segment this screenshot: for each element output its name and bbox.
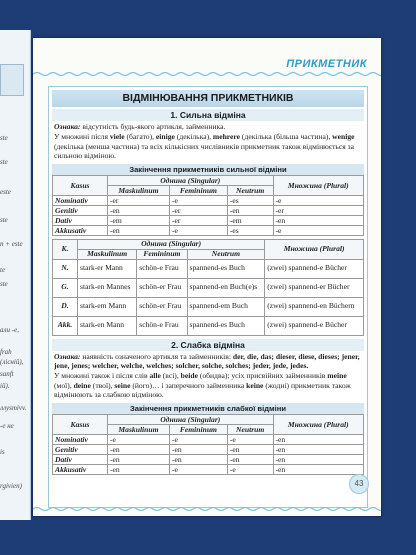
cell: -en [273,215,363,225]
text: (мої), [54,380,74,390]
table-row [53,434,364,444]
case-cell: G. [53,278,78,297]
cell: -em [108,215,170,225]
text: (обидва); усіх присвійних займенників [197,371,328,381]
text: (багато), [124,132,156,142]
header-plural: Множина (Plural) [273,414,363,434]
bottom-wave-divider [33,506,381,512]
weak-sign-paragraph [54,352,362,371]
text: (декілька (менша частина) та всіх кількісних числівників прикметник також відмінюється за сильною відміною. [54,141,354,161]
left-page-line: te [0,266,6,274]
cell: -es [227,195,273,205]
keyword: einige [155,132,175,142]
case-cell: Dativ [53,215,108,225]
sign-text: наявність означеного артикля та займенників: [80,351,233,361]
cell: -en [169,454,227,464]
table-row [53,278,364,297]
table-header-row [53,414,364,424]
wave-divider [33,71,381,77]
case-cell: Dativ [53,454,108,464]
case-cell: N. [53,259,78,278]
left-page-line: -е не [0,422,14,430]
cell: schön-e Frau [137,316,187,335]
cell: -e [169,225,227,235]
left-page-box [0,64,24,96]
left-page-line: ste [0,158,8,166]
weak-table-title: Закінчення прикметників слабкої відміни [52,403,364,414]
left-page-line: rgivien) [0,482,22,490]
strong-section-title: 1. Сильна відміна [52,109,364,121]
header-neutrum: Neutrum [227,424,273,434]
weak-endings-table [52,414,364,475]
header-neutrum: Neutrum [187,249,265,259]
header-maskulinum: Maskulinum [108,424,170,434]
cell: -er [273,205,363,215]
cell: -en [273,444,363,454]
text: У множині після [54,132,110,142]
case-cell: Nominativ [53,434,108,444]
cell: stark-en Mann [78,316,137,335]
cell: stark-en Mannes [78,278,137,297]
cell: -en [108,464,170,474]
cell: -en [108,225,170,235]
table-row [53,316,364,335]
running-head: ПРИКМЕТНИК [286,58,367,70]
cell: stark-er Mann [78,259,137,278]
table-row [53,297,364,316]
cell: -es [227,225,273,235]
header-maskulinum: Maskulinum [108,185,170,195]
keyword: alle [149,371,161,381]
left-page-line: ллуsтivv. [0,404,27,412]
sign-text: відсутність будь-якого артикля, займенника. [80,122,226,131]
header-femininum: Femininum [169,424,227,434]
cell: (zwei) spannend-en Büchern [265,297,364,316]
cell: schön-e Frau [137,259,187,278]
left-page-line: ste [0,280,8,288]
cell: -en [169,444,227,454]
cell: -en [227,454,273,464]
cell: -e [108,434,170,444]
cell: spannend-em Buch [187,297,265,316]
cell: -er [169,215,227,225]
cell: -e [169,195,227,205]
table-row [53,464,364,474]
table-row [53,205,364,215]
left-page-line: este [0,188,11,196]
header-singular: Однина (Singular) [78,239,265,249]
left-page-line: frah [0,348,12,356]
case-cell: Akkusativ [53,464,108,474]
cell: -e [169,434,227,444]
cell: schön-er Frau [137,297,187,316]
pronoun-list: der, die, das; dieser, diese, dieses; jener, jene, jenes; welcher, welche, welches; solcher, solche, solches; jeder, jede, jedes. [54,351,360,371]
book-page [33,38,381,516]
keyword: meine [327,371,347,381]
left-page-line: ій). [0,382,10,390]
table-header-row [53,175,364,185]
table-row [53,225,364,235]
left-page-line: іs [0,448,5,456]
header-k: K. [53,239,78,259]
text: (декілька), [174,132,213,142]
left-page-line: ste [0,134,8,142]
sign-label: Ознака: [54,122,81,131]
left-page-line: (лісній), [0,358,24,366]
cell: spannend-es Buch [187,259,265,278]
left-page-line: ste [0,216,8,224]
case-cell: Nominativ [53,195,108,205]
header-femininum: Femininum [169,185,227,195]
strong-sign-paragraph [54,122,362,131]
cell: -en [227,205,273,215]
cell: -en [108,444,170,454]
keyword: wenige [332,132,355,142]
left-page-line: али -е, [0,326,19,334]
header-kasus: Kasus [53,175,108,195]
chapter-banner: ВІДМІНЮВАННЯ ПРИКМЕТНИКІВ [52,90,364,107]
cell: spannend-en Buch(e)s [187,278,265,297]
page-number: 43 [349,474,369,494]
text: (всі), [160,371,181,381]
keyword: deine [73,380,91,390]
case-cell: Akkusativ [53,225,108,235]
cell: -em [227,215,273,225]
cell: (zwei) spannend-e Bücher [265,259,364,278]
case-cell: Genitiv [53,444,108,454]
header-plural: Множина (Plural) [273,175,363,195]
weak-section-title: 2. Слабка відміна [52,339,364,351]
cell: -en [108,454,170,464]
cell: -en [273,464,363,474]
table-row [53,259,364,278]
cell: (zwei) spannend-er Bücher [265,278,364,297]
left-page-line: n + este [0,240,23,248]
cell: (zwei) spannend-e Bücher [265,316,364,335]
table-row [53,454,364,464]
cell: stark-em Mann [78,297,137,316]
text: (декілька (більша частина), [240,132,333,142]
cell: -e [227,434,273,444]
cell: -e [169,464,227,474]
cell: schön-er Frau [137,278,187,297]
header-maskulinum: Maskulinum [78,249,137,259]
cell: -e [227,464,273,474]
header-singular: Однина (Singular) [108,175,274,185]
table-header-row [53,239,364,249]
text: (жодні) прикметник також відмінюють за слабкою відміною. [54,380,351,400]
case-cell: Genitiv [53,205,108,215]
cell: -en [273,434,363,444]
strong-table-title: Закінчення прикметників сильної відміни [52,164,364,175]
cell: spannend-es Buch [187,316,265,335]
cell: -e [273,225,363,235]
header-femininum: Femininum [137,249,187,259]
table-row [53,195,364,205]
keyword: seine [114,380,131,390]
cell: -en [227,444,273,454]
left-page-edge [0,30,31,520]
sign-label: Ознака: [54,351,81,361]
cell: -en [108,205,170,215]
case-cell: Akk. [53,316,78,335]
table-row [53,215,364,225]
weak-plural-paragraph [54,371,362,399]
left-page-line: sanft [0,370,14,378]
header-neutrum: Neutrum [227,185,273,195]
header-singular: Однина (Singular) [108,414,274,424]
keyword: mehrere [212,132,241,142]
strong-endings-table [52,175,364,236]
keyword: beide [180,371,198,381]
strong-example-table [52,239,364,336]
text: (його)… і заперечного займенника [130,380,247,390]
keyword: keine [246,380,264,390]
cell: -en [273,454,363,464]
content-frame [48,86,368,508]
cell: -e [273,195,363,205]
case-cell: D. [53,297,78,316]
header-kasus: Kasus [53,414,108,434]
text: У множині також і після слів [54,371,150,381]
strong-plural-paragraph [54,132,362,160]
header-plural: Множина (Plural) [265,239,364,259]
text: (твої), [90,380,115,390]
cell: -er [108,195,170,205]
keyword: viele [109,132,125,142]
cell: -er [169,205,227,215]
table-row [53,444,364,454]
